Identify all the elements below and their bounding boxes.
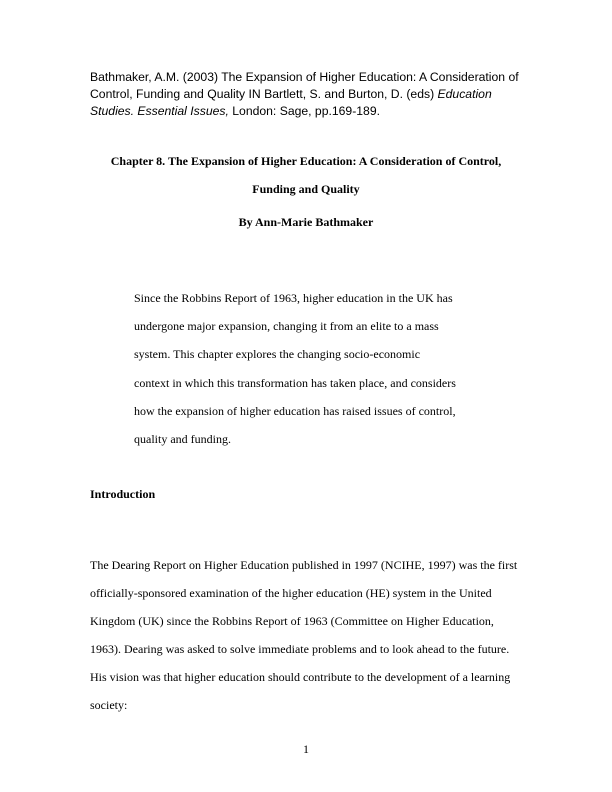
citation-line-2-text: Control, Funding and Quality IN Bartlett, S. and Burton, D. (eds) [90, 87, 438, 101]
chapter-title-line-1: Chapter 8. The Expansion of Higher Education: A Consideration of Control, [110, 154, 502, 168]
paragraph-line: His vision was that higher education should contribute to the development of a learning [90, 669, 511, 684]
introduction-paragraph [90, 552, 530, 719]
abstract [134, 284, 474, 453]
citation-line-3 [90, 103, 530, 120]
citation-line-1: Bathmaker, A.M. (2003) The Expansion of Higher Education: A Consideration of [90, 70, 519, 84]
paragraph-line: 1963). Dearing was asked to solve immediate problems and to look ahead to the future. [90, 641, 510, 656]
abstract-line: Since the Robbins Report of 1963, higher education in the UK has [134, 291, 453, 305]
author-byline: By Ann-Marie Bathmaker [238, 215, 374, 229]
abstract-line: undergone major expansion, changing it from an elite to a mass [134, 319, 439, 334]
citation [90, 69, 530, 120]
abstract-line: quality and funding. [134, 432, 231, 447]
citation-book-title-part-2: Studies. Essential Issues, [90, 104, 229, 118]
chapter-title-line-2: Funding and Quality [252, 182, 360, 196]
paragraph-line: Kingdom (UK) since the Robbins Report of 1963 (Committee on Higher Education, [90, 613, 494, 628]
paragraph-line: officially-sponsored examination of the higher education (HE) system in the United [90, 585, 492, 600]
paragraph-line: society: [90, 697, 128, 712]
citation-publisher: London: Sage, pp.169-189. [228, 104, 380, 118]
citation-line-2 [90, 86, 530, 103]
paragraph-line: The Dearing Report on Higher Education published in 1997 (NCIHE, 1997) was the first [90, 558, 518, 572]
abstract-line: how the expansion of higher education has raised issues of control, [134, 403, 456, 418]
abstract-line: system. This chapter explores the changing socio-economic [134, 347, 421, 362]
abstract-line: context in which this transformation has taken place, and considers [134, 375, 456, 390]
citation-book-title-part-1: Education [437, 87, 492, 101]
page-number: 1 [303, 742, 309, 756]
section-heading-introduction: Introduction [90, 487, 156, 501]
